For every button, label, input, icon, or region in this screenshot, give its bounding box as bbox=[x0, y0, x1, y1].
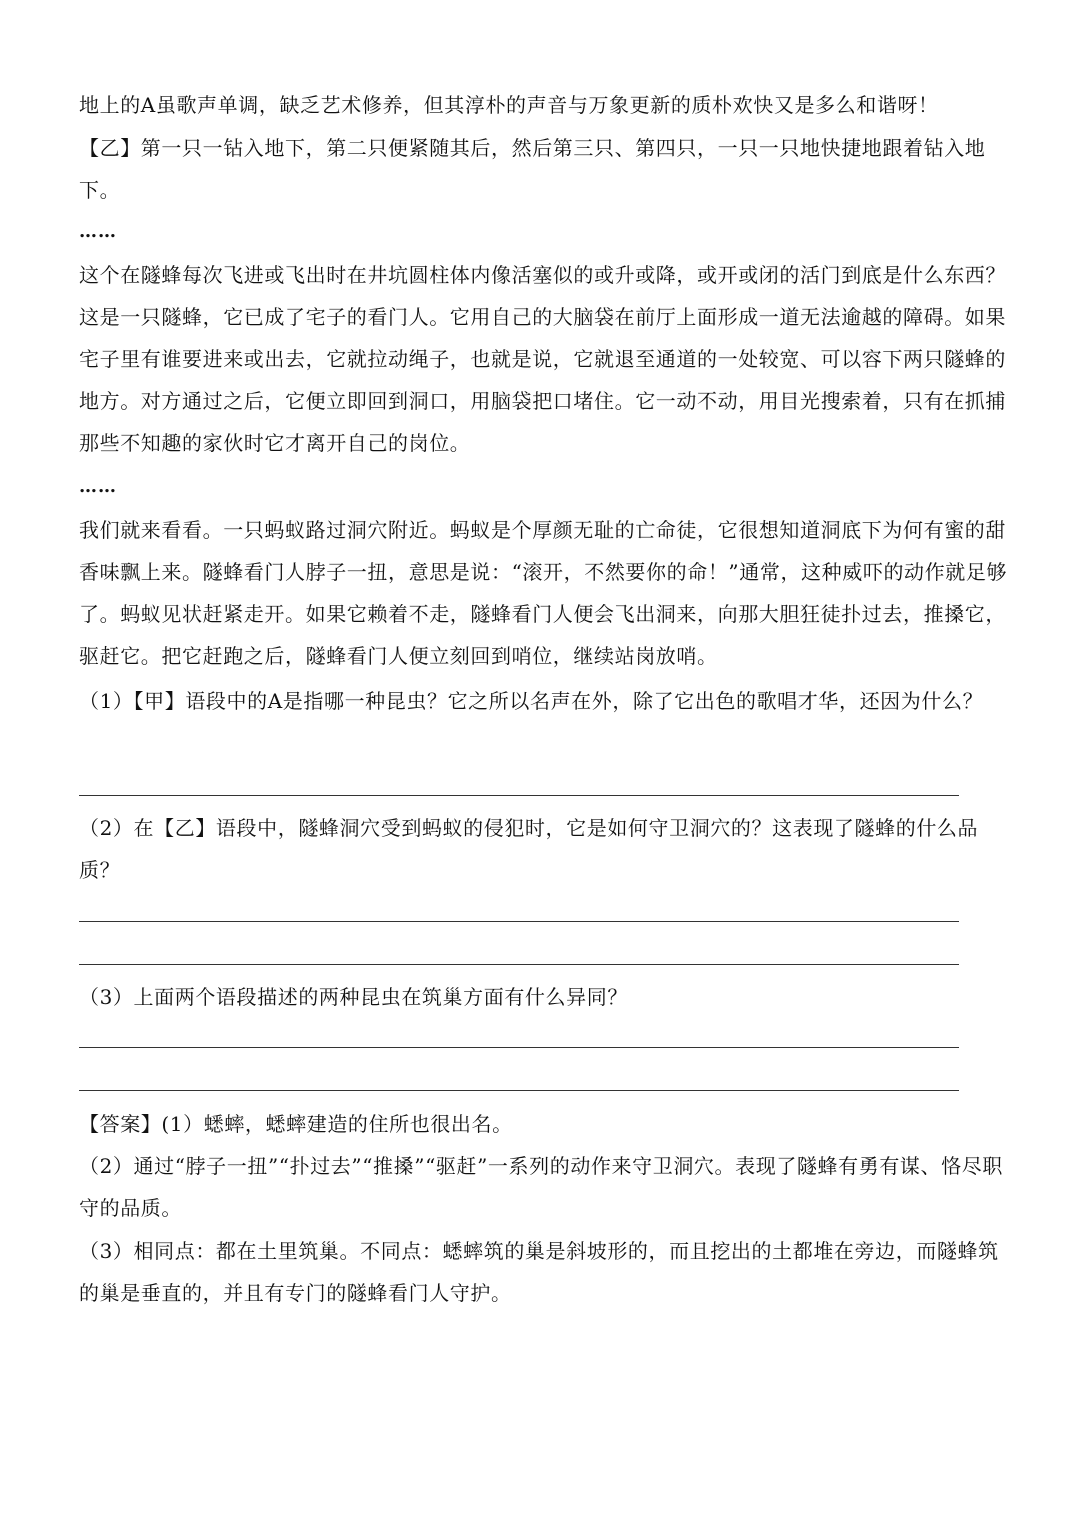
paragraph-yi-gatekeeper: 这个在隧蜂每次飞进或飞出时在井坑圆柱体内像活塞似的或升或降，或开或闭的活门到底是什么东西？这是一只隧蜂，它已成了宅子的看门人。它用自己的大脑袋在前厅上面形成一道无法逾越的障碍。如果宅子里有谁要进来或出去，它就拉动绳子，也就是说，它就退至通道的一处较宽、可以容下两只隧蜂的地方。对方通过之后，它便立即回到洞口，用脑袋把口堵住。它一动不动，用目光搜索着，只有在抓捕那些不知趣的家伙时它才离开自己的岗位。 bbox=[79, 263, 1006, 455]
answer-line-q1 bbox=[79, 795, 959, 796]
answer-line-q2-b bbox=[79, 964, 959, 965]
ellipsis-1: …… bbox=[79, 221, 117, 242]
question-1: （1）【甲】语段中的A是指哪一种昆虫？它之所以名声在外，除了它出色的歌唱才华，还因为什么？ bbox=[79, 689, 984, 713]
question-3: （3）上面两个语段描述的两种昆虫在筑巢方面有什么异同？ bbox=[79, 985, 628, 1009]
paragraph-jia-ending: 地上的A虽歌声单调，缺乏艺术修养，但其淳朴的声音与万象更新的质朴欢快又是多么和谐呀！ bbox=[79, 93, 939, 117]
answer-2: （2）通过“脖子一扭”“扑过去”“推搡”“驱赶”一系列的动作来守卫洞穴。表现了隧蜂有勇有谋、恪尽职守的品质。 bbox=[79, 1154, 1003, 1220]
paragraph-yi-intro: 【乙】第一只一钻入地下，第二只便紧随其后，然后第三只、第四只，一只一只地快捷地跟着钻入地下。 bbox=[79, 136, 986, 202]
answer-1: 【答案】(1）蟋蟀，蟋蟀建造的住所也很出名。 bbox=[79, 1112, 513, 1136]
question-2: （2）在【乙】语段中，隧蜂洞穴受到蚂蚁的侵犯时，它是如何守卫洞穴的？这表现了隧蜂的什么品质？ bbox=[79, 816, 979, 882]
answer-3: （3）相同点：都在土里筑巢。不同点：蟋蟀筑的巢是斜坡形的，而且挖出的土都堆在旁边，而隧蜂筑的巢是垂直的，并且有专门的隧蜂看门人守护。 bbox=[79, 1239, 999, 1305]
answer-line-q3-b bbox=[79, 1090, 959, 1091]
answer-line-q3-a bbox=[79, 1047, 959, 1048]
paragraph-yi-ant: 我们就来看看。一只蚂蚁路过洞穴附近。蚂蚁是个厚颜无耻的亡命徒，它很想知道洞底下为何有蜜的甜香味飘上来。隧蜂看门人脖子一扭，意思是说：“滚开，不然要你的命！”通常，这种威吓的动作就足够了。蚂蚁见状赶紧走开。如果它赖着不走，隧蜂看门人便会飞出洞来，向那大胆狂徒扑过去，推搡它，驱赶它。把它赶跑之后，隧蜂看门人便立刻回到哨位，继续站岗放哨。 bbox=[79, 518, 1008, 668]
answer-line-q2-a bbox=[79, 921, 959, 922]
ellipsis-2: …… bbox=[79, 476, 117, 497]
